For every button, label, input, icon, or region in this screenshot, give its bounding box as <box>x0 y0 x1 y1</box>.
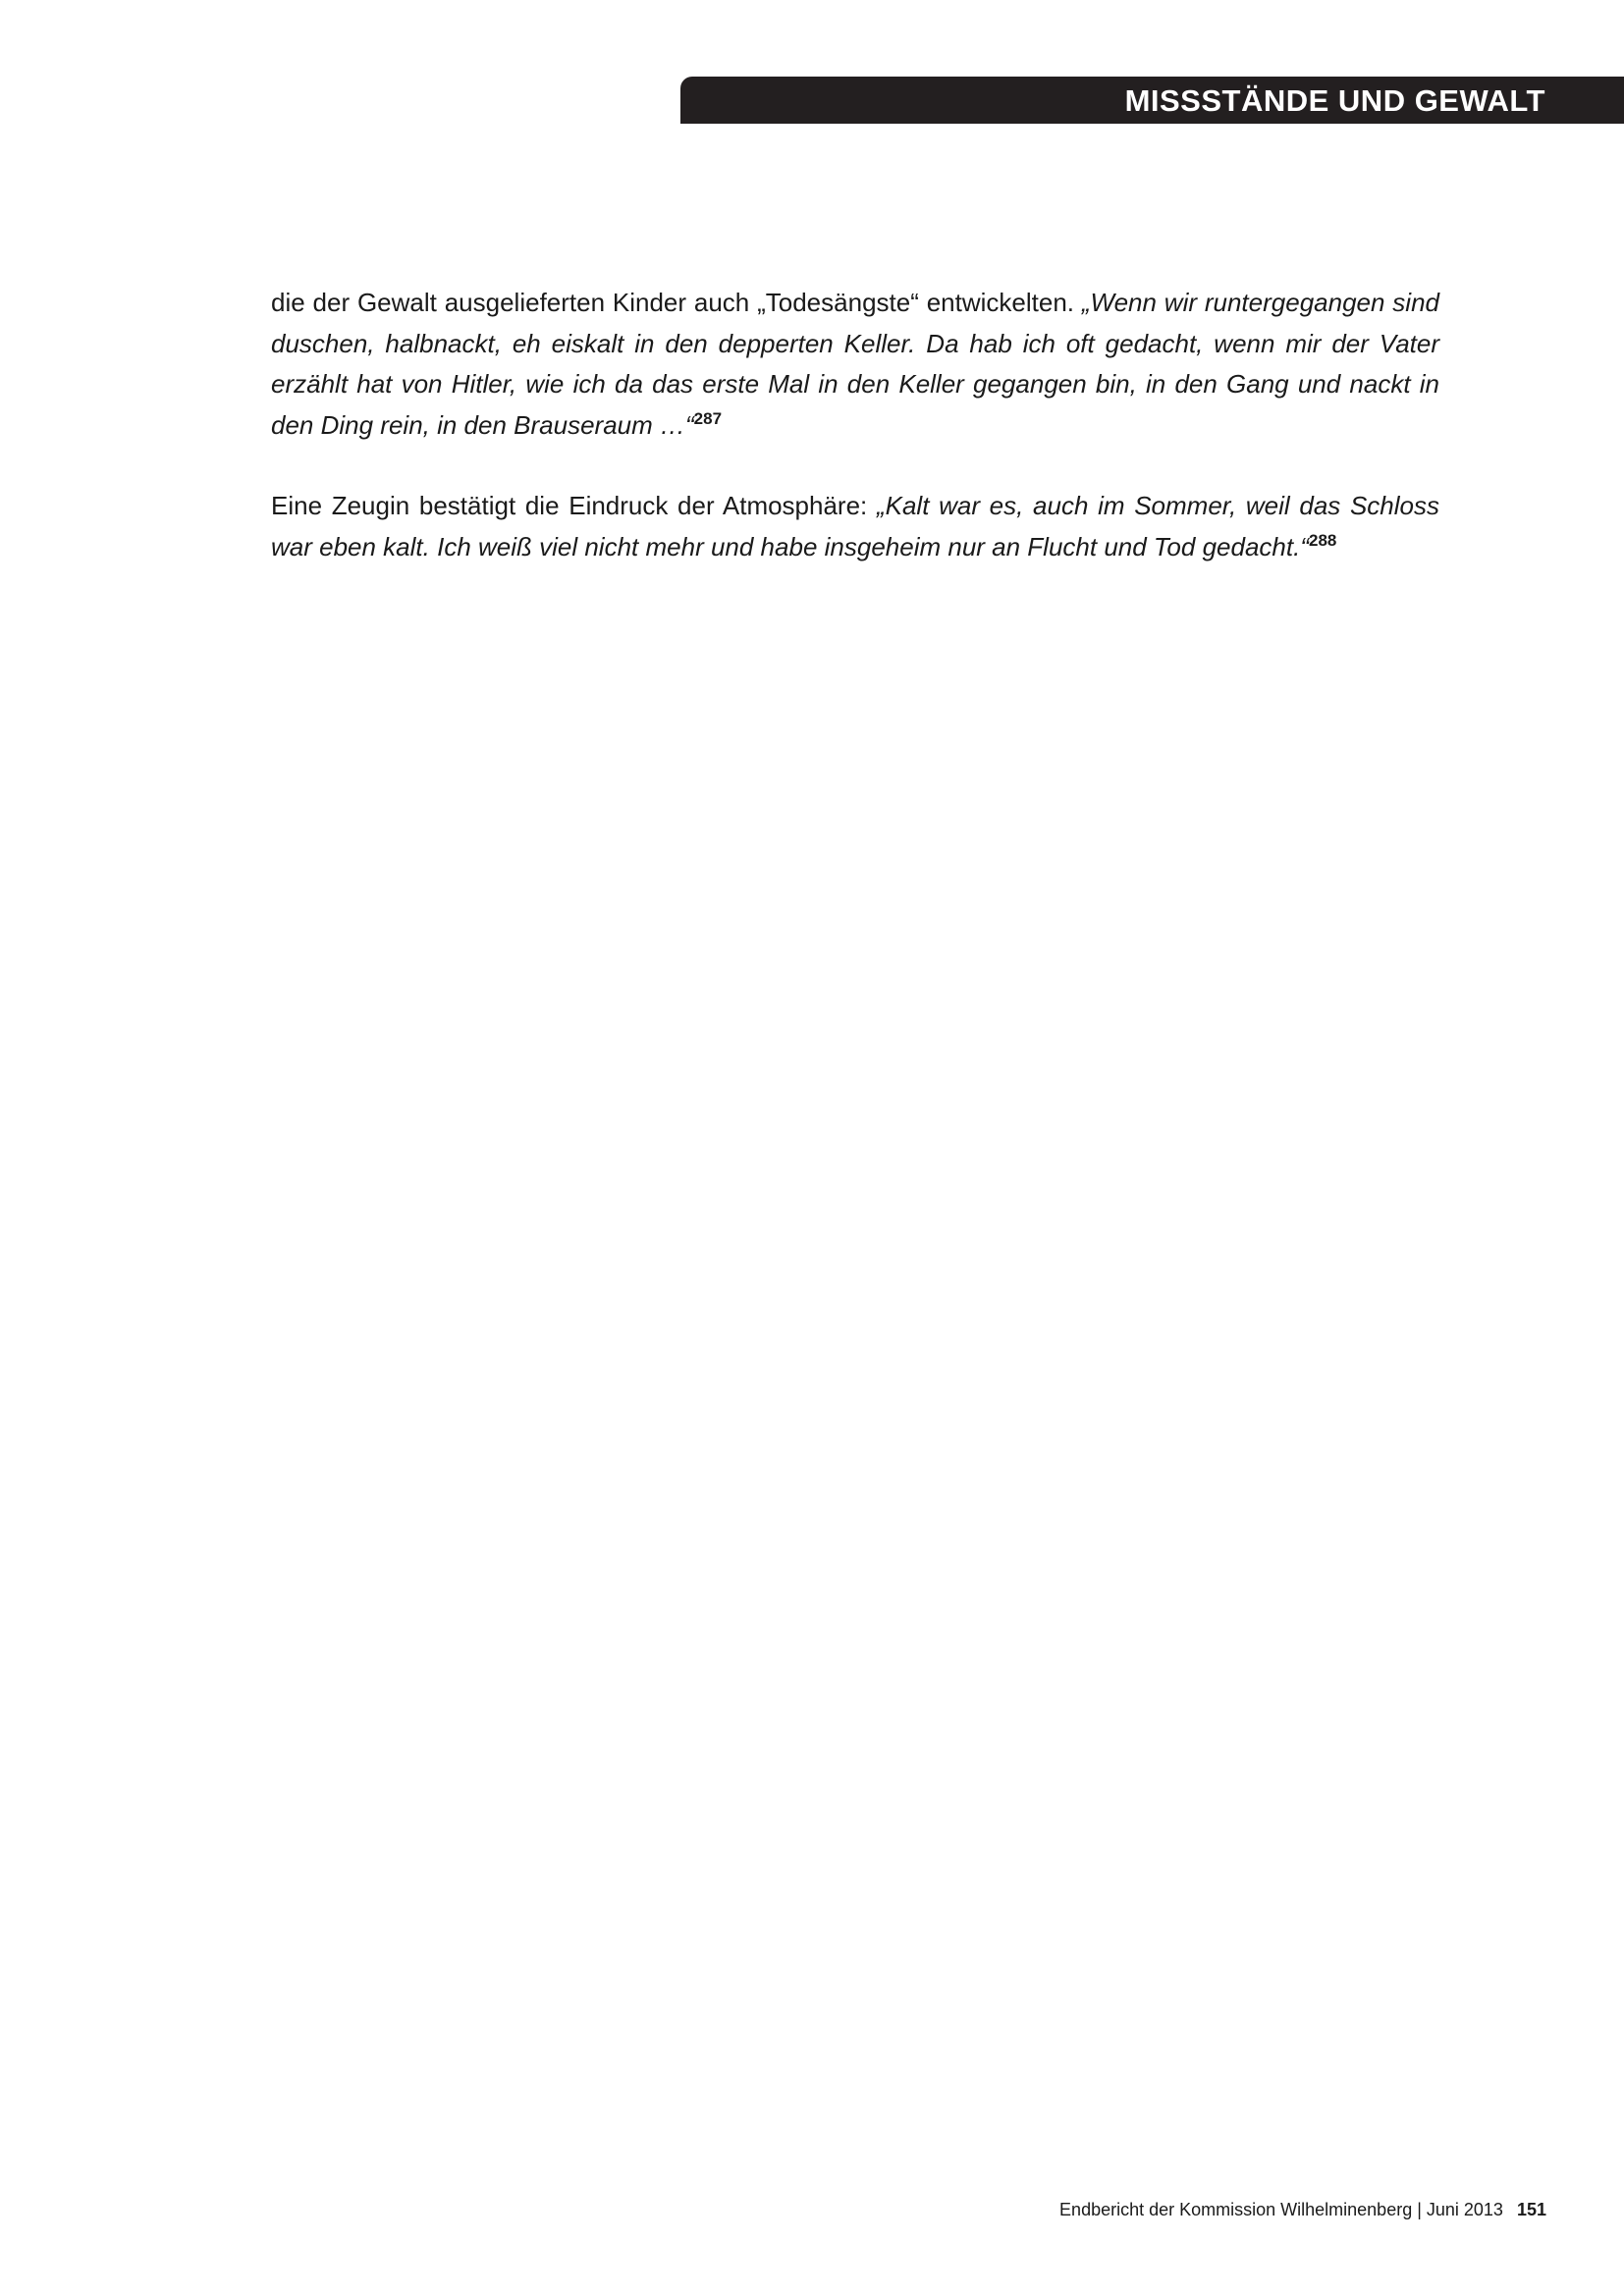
footnote-marker: 287 <box>693 408 723 428</box>
section-title: MISSSTÄNDE UND GEWALT <box>1124 83 1545 118</box>
paragraph-zeugin <box>271 486 1439 567</box>
witness-quote: „Kalt war es, auch im Sommer, weil das Schloss war eben kalt. Ich weiß viel nicht mehr und habe insgeheim nur an Flucht und Tod gedacht.“ <box>271 491 1439 561</box>
witness-quote: „Wenn wir runtergegangen sind duschen, halbnackt, eh eiskalt in den depperten Keller. Da hab ich oft gedacht, wenn mir der Vater erzählt hat von Hitler, wie ich da das erste Mal in den Keller gegangen bin, in den Gang und nackt in den Ding rein, in den Brauseraum …“ <box>271 288 1439 440</box>
section-header-bar <box>680 77 1624 124</box>
publication-name: Endbericht der Kommission Wilhelminenberg | Juni 2013 <box>1059 2200 1503 2219</box>
body-text <box>271 283 1439 567</box>
page-footer <box>1059 2200 1546 2220</box>
paragraph-intro: die der Gewalt ausgelieferten Kinder auch „Todesängste“ entwickelten. <box>271 288 1082 317</box>
footnote-marker: 288 <box>1308 530 1337 550</box>
paragraph-intro: Eine Zeugin bestätigt die Eindruck der Atmosphäre: <box>271 491 877 520</box>
page-number: 151 <box>1516 2200 1546 2219</box>
paragraph-todesaengste <box>271 283 1439 446</box>
